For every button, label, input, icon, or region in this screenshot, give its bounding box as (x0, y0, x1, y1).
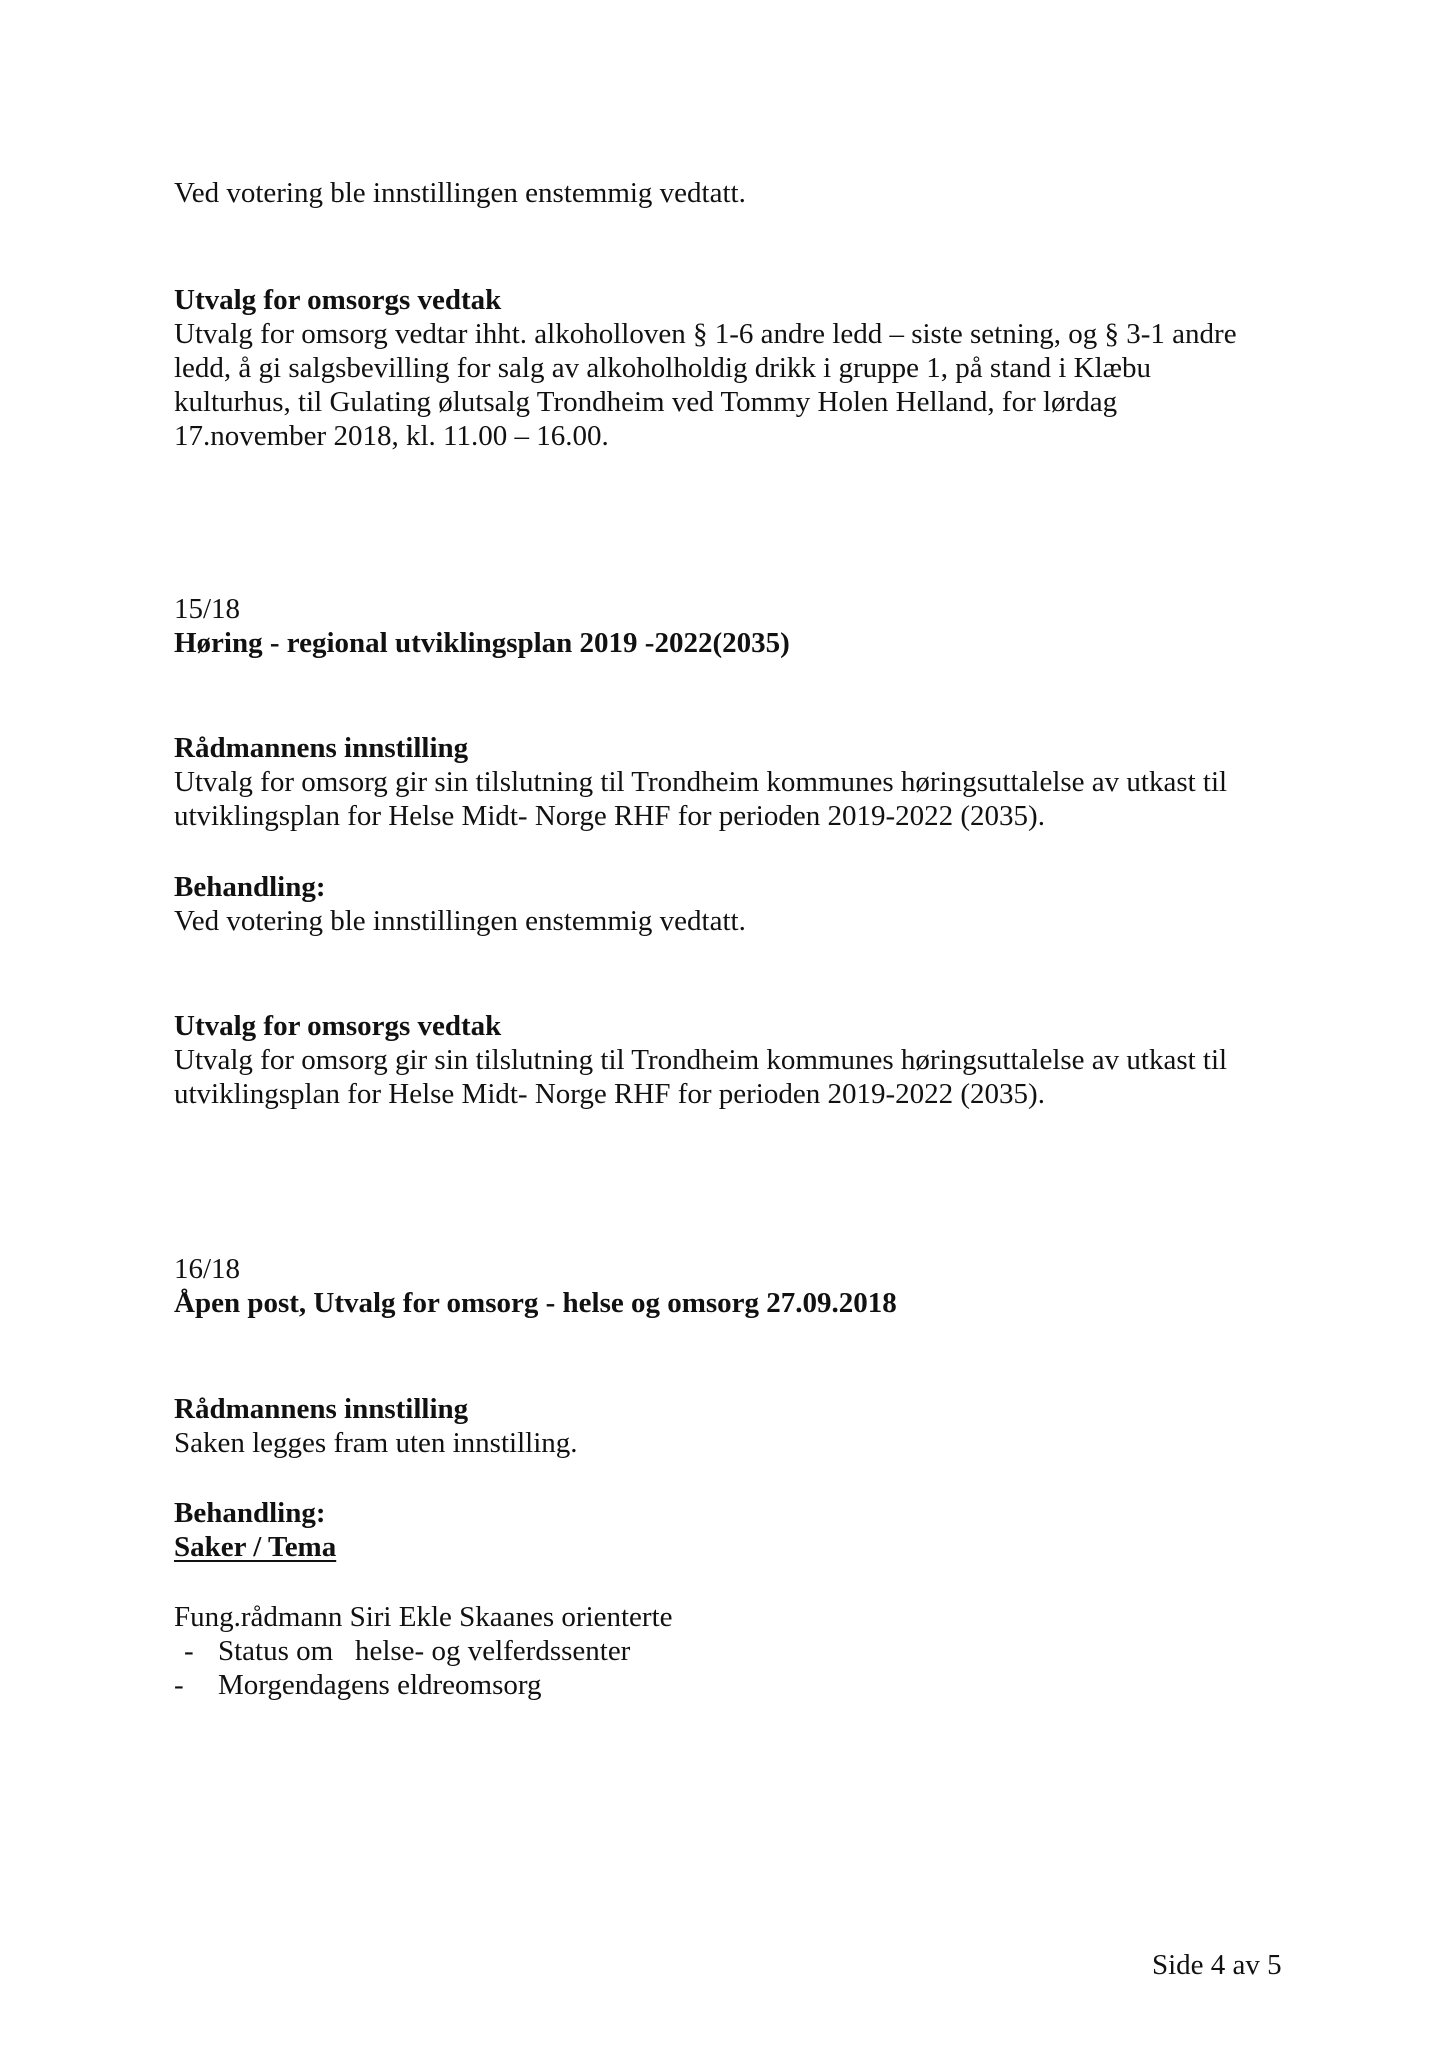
case-number: 15/18 (174, 593, 241, 625)
case-title: Høring - regional utviklingsplan 2019 -2022(2035) (174, 627, 790, 659)
innstilling-line: Saken legges fram uten innstilling. (174, 1427, 578, 1459)
innstilling-line: Utvalg for omsorg gir sin tilslutning til Trondheim kommunes høringsuttalelse av utkast til (174, 766, 1228, 798)
behandling-result-text: Ved votering ble innstillingen enstemmig vedtatt. (174, 177, 746, 209)
innstilling-heading: Rådmannens innstilling (174, 1393, 469, 1425)
vedtak-line: Utvalg for omsorg gir sin tilslutning til Trondheim kommunes høringsuttalelse av utkast til (174, 1044, 1228, 1076)
bullet-dash: - (174, 1669, 184, 1701)
vedtak-line: ledd, å gi salgsbevilling for salg av alkoholholdig drikk i gruppe 1, på stand i Klæbu (174, 352, 1151, 384)
orientering-text: Fung.rådmann Siri Ekle Skaanes orienterte (174, 1601, 673, 1633)
page-number: Side 4 av 5 (1152, 1949, 1282, 1981)
saker-tema-heading: Saker / Tema (174, 1531, 337, 1563)
vedtak-line: 17.november 2018, kl. 11.00 – 16.00. (174, 420, 609, 452)
behandling-heading: Behandling: (174, 871, 326, 903)
innstilling-line: utviklingsplan for Helse Midt- Norge RHF for perioden 2019-2022 (2035). (174, 800, 1045, 832)
vedtak-heading: Utvalg for omsorgs vedtak (174, 1010, 502, 1042)
behandling-result-text: Ved votering ble innstillingen enstemmig vedtatt. (174, 905, 746, 937)
behandling-heading: Behandling: (174, 1497, 326, 1529)
case-title: Åpen post, Utvalg for omsorg - helse og omsorg 27.09.2018 (174, 1287, 897, 1319)
bullet-dash: - (184, 1635, 194, 1667)
case-number: 16/18 (174, 1253, 241, 1285)
vedtak-line: kulturhus, til Gulating ølutsalg Trondheim ved Tommy Holen Helland, for lørdag (174, 386, 1118, 418)
vedtak-line: utviklingsplan for Helse Midt- Norge RHF for perioden 2019-2022 (2035). (174, 1078, 1045, 1110)
list-item (174, 1634, 630, 1668)
list-item-text: Status om helse- og velferdssenter (218, 1635, 631, 1667)
innstilling-heading: Rådmannens innstilling (174, 732, 469, 764)
list-item-text: Morgendagens eldreomsorg (218, 1669, 542, 1701)
vedtak-heading: Utvalg for omsorgs vedtak (174, 284, 502, 316)
list-item (174, 1668, 542, 1702)
vedtak-line: Utvalg for omsorg vedtar ihht. alkoholloven § 1-6 andre ledd – siste setning, og § 3-1 andre (174, 318, 1237, 350)
